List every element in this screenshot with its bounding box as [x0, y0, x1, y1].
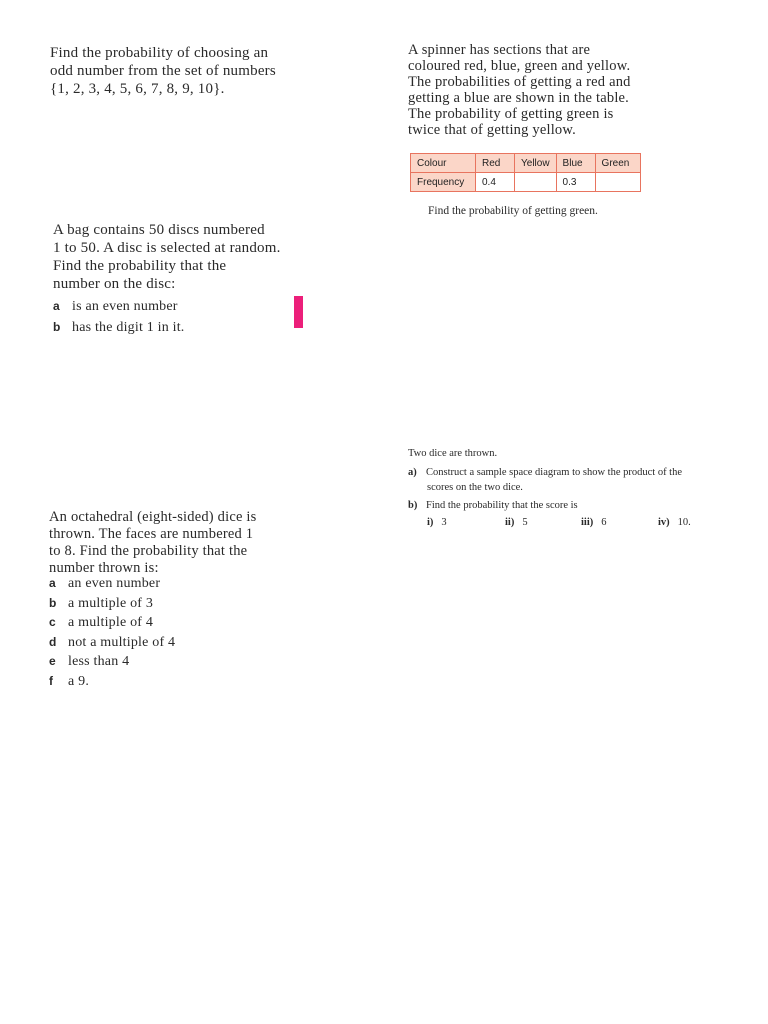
dice-heading: Two dice are thrown. — [408, 448, 498, 459]
item-label: iii) — [581, 517, 594, 528]
question-part-c — [49, 613, 153, 631]
question-line: 1 to 50. A disc is selected at random. — [53, 240, 281, 256]
table-cell: 0.4 — [476, 173, 515, 192]
part-letter: f — [49, 674, 53, 688]
part-text: is an even number — [72, 299, 178, 314]
question-line: odd number from the set of numbers — [50, 63, 276, 79]
part-letter: a — [53, 299, 60, 313]
question-line: thrown. The faces are numbered 1 — [49, 526, 254, 542]
question-bag-discs — [53, 221, 281, 335]
part-letter: a — [49, 576, 56, 590]
table-cell — [595, 173, 640, 192]
part-text: less than 4 — [68, 654, 130, 669]
dice-part-a — [408, 467, 682, 478]
part-letter: c — [49, 615, 56, 629]
part-letter: e — [49, 654, 56, 668]
part-label: b) — [408, 500, 418, 511]
part-text: Find the probability that the score is — [426, 500, 578, 511]
question-octahedral-dice — [49, 509, 257, 577]
part-letter: b — [53, 320, 61, 334]
item-value: 10. — [677, 517, 691, 528]
dice-item-ii — [505, 517, 528, 528]
spinner-frequency-table — [410, 153, 641, 192]
question-line: coloured red, blue, green and yellow. — [408, 58, 631, 74]
table-cell: Yellow — [515, 154, 557, 173]
question-line: {1, 2, 3, 4, 5, 6, 7, 8, 9, 10}. — [50, 81, 225, 97]
item-label: i) — [427, 517, 434, 528]
question-part-b — [49, 594, 153, 612]
table-cell: Frequency — [411, 173, 476, 192]
part-text: has the digit 1 in it. — [72, 320, 185, 335]
part-text: a 9. — [68, 674, 90, 689]
question-line: twice that of getting yellow. — [408, 122, 576, 138]
part-text: Construct a sample space diagram to show the product of the — [426, 467, 683, 478]
question-line: getting a blue are shown in the table. — [408, 90, 630, 106]
item-value: 3 — [441, 517, 447, 528]
part-letter: d — [49, 635, 57, 649]
question-part-a — [49, 574, 160, 592]
part-text: a multiple of 4 — [68, 615, 154, 630]
table-cell: Red — [476, 154, 515, 173]
dice-part-b — [408, 500, 578, 511]
table-row — [411, 173, 641, 192]
question-line: number on the disc: — [53, 276, 176, 292]
part-text-continued: scores on the two dice. — [427, 482, 523, 493]
question-spinner — [408, 42, 631, 138]
question-part-b — [53, 318, 185, 337]
part-letter: b — [49, 596, 57, 610]
item-label: iv) — [658, 517, 670, 528]
question-line: Find the probability that the — [53, 258, 227, 274]
question-part-a — [53, 297, 178, 316]
dice-item-iv — [658, 517, 691, 528]
part-label: a) — [408, 467, 417, 478]
table-cell: Blue — [556, 154, 595, 173]
question-part-d — [49, 633, 175, 651]
spinner-find-prompt: Find the probability of getting green. — [428, 205, 598, 217]
question-line: number thrown is: — [49, 560, 159, 576]
question-odd-number — [50, 44, 276, 98]
question-line: An octahedral (eight-sided) dice is — [49, 509, 257, 525]
question-line: A bag contains 50 discs numbered — [53, 222, 265, 238]
dice-item-iii — [581, 517, 607, 528]
table-cell: Green — [595, 154, 640, 173]
part-text: an even number — [68, 576, 161, 591]
question-line: A spinner has sections that are — [408, 42, 591, 58]
question-line: Find the probability of choosing an — [50, 45, 269, 61]
table-cell: 0.3 — [556, 173, 595, 192]
question-line: to 8. Find the probability that the — [49, 543, 248, 559]
item-value: 5 — [522, 517, 528, 528]
table-cell — [515, 173, 557, 192]
part-text: not a multiple of 4 — [68, 635, 176, 650]
item-value: 6 — [601, 517, 607, 528]
question-line: The probabilities of getting a red and — [408, 74, 631, 90]
item-label: ii) — [505, 517, 515, 528]
part-text: a multiple of 3 — [68, 596, 154, 611]
question-part-e — [49, 652, 129, 670]
dice-item-i — [427, 517, 447, 528]
pink-margin-marker — [294, 296, 303, 328]
question-part-f — [49, 672, 89, 690]
question-line: The probability of getting green is — [408, 106, 614, 122]
table-header-row — [411, 154, 641, 173]
table-cell: Colour — [411, 154, 476, 173]
